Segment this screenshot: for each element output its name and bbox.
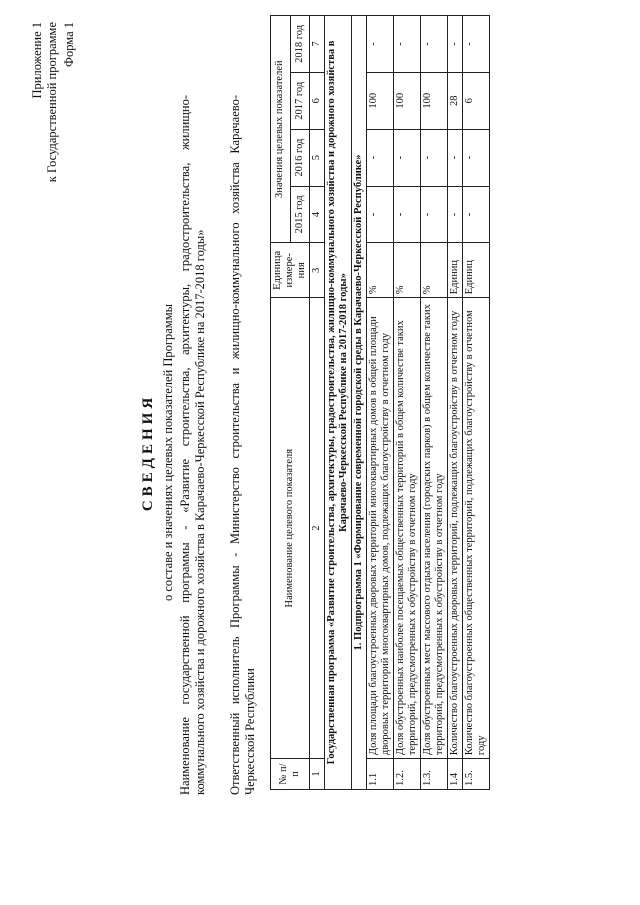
table-row [421, 16, 448, 790]
indicators-table [270, 15, 490, 790]
row-num: 1.3. [421, 759, 448, 790]
row-value-2017: 100 [421, 72, 448, 129]
index-cell: 1 [310, 759, 325, 790]
program-name-paragraph: Наименование государственной программы - «Развитие строительства, архитектуры, градостроительства, жилищно-коммунального хозяйства и дорожного хозяйства в Карачаево-Черкесской Республике на 2017-2018 годы» [178, 95, 207, 795]
header-year-2016: 2016 год [290, 129, 310, 186]
row-unit: Единиц [463, 243, 490, 298]
appendix-label: Приложение 1 [30, 22, 44, 99]
row-unit: % [367, 243, 394, 298]
header-values: Значения целевых показателей [271, 16, 291, 243]
row-name: Доля обустроенных наиболее посещаемых общественных территорий в общем количестве таких территорий, предусмотренных к обустройству в отчетном году [394, 298, 421, 759]
row-value-2015: - [448, 186, 463, 243]
header-name: Наименование целевого показателя [271, 298, 310, 759]
row-value-2015: - [421, 186, 448, 243]
document-title: СВЕДЕНИЯ [140, 393, 156, 512]
row-value-2016: - [367, 129, 394, 186]
row-value-2017: 100 [394, 72, 421, 129]
header-num: № п/п [271, 759, 310, 790]
index-cell: 7 [310, 16, 325, 73]
appendix-reference: к Государственной программе [45, 22, 59, 183]
table-row [367, 16, 394, 790]
row-name: Количество благоустроенных дворовых территорий, подлежащих благоустройству в отчетном году [448, 298, 463, 759]
row-value-2015: - [367, 186, 394, 243]
row-value-2016: - [448, 129, 463, 186]
row-value-2018: - [394, 16, 421, 73]
index-cell: 3 [310, 243, 325, 298]
index-cell: 6 [310, 72, 325, 129]
row-num: 1.2. [394, 759, 421, 790]
row-value-2016: - [394, 129, 421, 186]
subprogram-row [352, 16, 367, 790]
row-num: 1.1 [367, 759, 394, 790]
subprogram-row-cell: 1. Подпрограмма 1 «Формирование современной городской среды в Карачаево-Черкесской Республике» [352, 16, 367, 790]
program-row-cell: Государственная программа «Развитие строительства, архитектуры, градостроительства, жилищно-коммунального хозяйства и дорожного хозяйства в Карачаево-Черкесской Республике на 2017-2018 годы» [325, 16, 352, 790]
row-value-2016: - [421, 129, 448, 186]
index-cell: 4 [310, 186, 325, 243]
header-year-2018: 2018 год [290, 16, 310, 73]
table-header-row [271, 16, 291, 790]
row-value-2017: 28 [448, 72, 463, 129]
row-unit: % [421, 243, 448, 298]
row-value-2018: - [421, 16, 448, 73]
row-unit: % [394, 243, 421, 298]
executor-paragraph: Ответственный исполнитель Программы - Министерство строительства и жилищно-коммунального хозяйства Карачаево-Черкесской Республики [228, 95, 257, 795]
header-unit: Единица измере-ния [271, 243, 310, 298]
table-row [463, 16, 490, 790]
header-year-2015: 2015 год [290, 186, 310, 243]
program-row [325, 16, 352, 790]
row-value-2016: - [463, 129, 490, 186]
row-value-2015: - [394, 186, 421, 243]
row-value-2017: 6 [463, 72, 490, 129]
document-subtitle: о составе и значениях целевых показателей Программы [161, 303, 175, 602]
row-num: 1.4 [448, 759, 463, 790]
index-cell: 5 [310, 129, 325, 186]
row-value-2017: 100 [367, 72, 394, 129]
row-value-2018: - [367, 16, 394, 73]
table-row [448, 16, 463, 790]
row-value-2018: - [463, 16, 490, 73]
form-label: Форма 1 [62, 22, 76, 67]
row-name: Количество благоустроенных общественных территорий, подлежащих благоустройству в отчетном году [463, 298, 490, 759]
index-cell: 2 [310, 298, 325, 759]
row-num: 1.5. [463, 759, 490, 790]
table-index-row [310, 16, 325, 790]
row-name: Доля обустроенных мест массового отдыха населения (городских парков) в общем количестве таких территорий, предусмотренных к обустройству в отчетном году [421, 298, 448, 759]
row-value-2015: - [463, 186, 490, 243]
row-unit: Единиц [448, 243, 463, 298]
header-year-2017: 2017 год [290, 72, 310, 129]
table-row [394, 16, 421, 790]
row-value-2018: - [448, 16, 463, 73]
row-name: Доля площади благоустроенных дворовых территорий многоквартирных домов в общей площади дворовых территорий многоквартирных домов, подлежащих благоустройству в отчетном году [367, 298, 394, 759]
